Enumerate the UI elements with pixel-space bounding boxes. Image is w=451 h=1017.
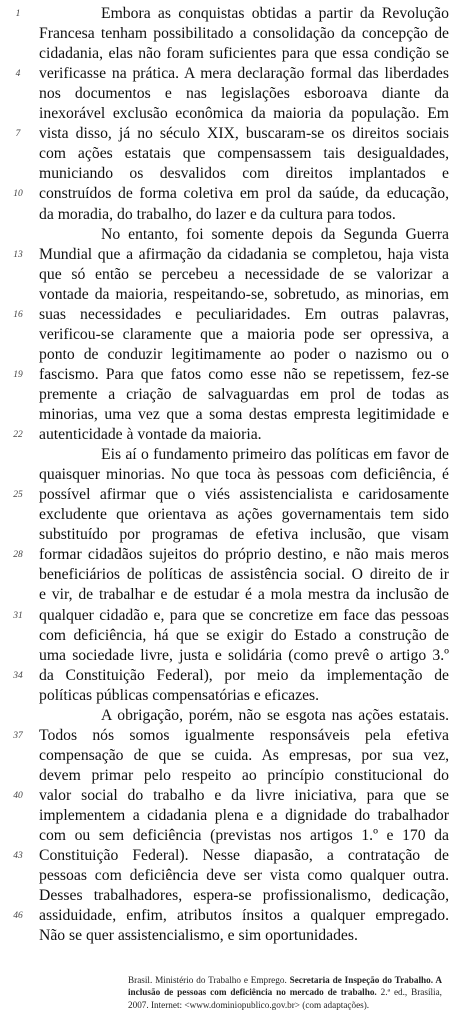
line-number: 22 (13, 430, 23, 441)
line-number: 46 (13, 911, 23, 922)
text-line (0, 465, 451, 487)
text-line (0, 726, 451, 748)
text-line (0, 926, 451, 948)
line-text: com ações estatais que compensassem tais desigualdades, (39, 145, 449, 163)
line-text: verificou-se claramente que a maioria pode ser opressiva, a (39, 325, 449, 343)
text-line (0, 285, 451, 307)
text-line (0, 746, 451, 768)
line-number: 43 (13, 851, 23, 862)
line-text: com ou sem deficiência (previstas nos artigos 1.º e 170 da (39, 827, 449, 845)
line-text: políticas públicas compensatórias e eficazes. (39, 686, 320, 704)
line-text: que só então se percebeu a necessidade de se valorizar a (39, 265, 449, 283)
text-line (0, 104, 451, 126)
line-text: da Constituição Federal), por meio da implementação de (39, 666, 449, 684)
line-text: suas necessidades e peculiaridades. Em outras palavras, (39, 305, 449, 323)
text-line (0, 445, 451, 467)
line-text: possível afirmar que o viés assistencialista e caridosamente (39, 486, 449, 504)
text-line (0, 305, 451, 327)
text-line (0, 245, 451, 267)
line-text: Desses trabalhadores, espera-se profissionalismo, dedicação, (39, 887, 449, 905)
line-number: 34 (13, 670, 23, 681)
text-line (0, 144, 451, 166)
line-number: 4 (15, 69, 21, 80)
line-text: Francesa tenham possibilitado a consolidação da concepção de (39, 25, 449, 43)
text-line (0, 205, 451, 227)
source-citation (128, 974, 442, 1011)
line-text: formar cidadãos sujeitos do próprio destino, e não mais meros (39, 546, 449, 564)
line-number: 31 (13, 610, 23, 621)
line-text: cidadania, elas não foram suficientes para que essa condição se (39, 45, 449, 63)
text-line (0, 365, 451, 387)
text-line (0, 886, 451, 908)
text-line (0, 666, 451, 688)
line-text: da moradia, do trabalho, do lazer e da cultura para todos. (39, 205, 396, 223)
line-text: beneficiários de políticas de assistência social. O direito de ir (39, 566, 449, 584)
text-line (0, 565, 451, 587)
text-line (0, 806, 451, 828)
text-line (0, 626, 451, 648)
line-text: No entanto, foi somente depois da Segunda Guerra (101, 225, 449, 243)
text-line (0, 44, 451, 66)
text-line (0, 545, 451, 567)
text-line (0, 24, 451, 46)
text-line (0, 906, 451, 928)
source-title: Secretaria de Inspeção do Trabalho. A inclusão de pessoas com deficiência no mercado de trabalho. (128, 975, 442, 998)
line-text: quaisquer minorias. No que toca às pessoas com deficiência, é (39, 466, 449, 484)
line-number: 16 (13, 309, 23, 320)
line-text: substituído por programas de efetiva inclusão, que visam (39, 526, 449, 544)
line-number: 1 (15, 9, 21, 19)
text-line (0, 606, 451, 628)
line-text: construídos de forma coletiva em prol da saúde, da educação, (39, 185, 449, 203)
line-text: pessoas com deficiência deve ser vista como qualquer outra. (39, 867, 449, 885)
text-line (0, 646, 451, 668)
line-number: 13 (13, 249, 23, 260)
line-text: minorias, uma vez que a soma destas empresta legitimidade e (39, 406, 449, 423)
line-text: inexorável exclusão econômica da maioria da população. Em (39, 105, 449, 123)
text-line (0, 706, 451, 728)
line-text: fascismo. Para que fatos como esse não se repetissem, fez-se (39, 365, 449, 383)
line-text: assiduidade, enfim, atributos ínsitos a qualquer empregado. (39, 907, 449, 925)
line-text: uma sociedade livre, justa e solidária (como prevê o artigo 3.º (39, 646, 449, 664)
text-line (0, 164, 451, 186)
text-line (0, 84, 451, 106)
line-number: 19 (13, 369, 23, 380)
line-text: implementem a cidadania plena e a dignidade do trabalhador (39, 807, 449, 824)
line-text: valor social do trabalho e da livre iniciativa, para que se (39, 786, 449, 804)
text-line (0, 325, 451, 347)
line-text: vista disso, já no século XIX, buscaram-se os direitos sociais (39, 125, 449, 143)
text-line (0, 385, 451, 407)
source-details: 2.ª ed., Brasília, 2007. Internet: <www.dominiopublico.gov.br> (com adaptações). (128, 987, 442, 1010)
line-text: Embora as conquistas obtidas a partir da Revolução (101, 5, 449, 22)
line-text: Todos nós somos igualmente responsáveis pela efetiva (39, 726, 449, 744)
text-line (0, 766, 451, 788)
line-text: vontade da maioria, respeitando-se, sobretudo, as minorias, em (39, 285, 449, 303)
line-text: nos documentos e nas legislações esboroava diante da (39, 85, 449, 103)
line-text: autenticidade à vontade da maioria. (39, 426, 262, 444)
line-text: Eis aí o fundamento primeiro das políticas em favor de (101, 446, 449, 464)
text-line (0, 345, 451, 367)
text-line (0, 265, 451, 287)
text-line (0, 505, 451, 527)
text-line (0, 686, 451, 708)
line-number: 10 (13, 189, 23, 200)
text-line (0, 225, 451, 247)
line-text: Mundial que a afirmação da cidadania se completou, haja vista (39, 245, 449, 263)
text-line (0, 124, 451, 146)
text-line (0, 425, 451, 447)
line-text: verificasse na prática. A mera declaração formal das liberdades (39, 65, 449, 83)
text-line (0, 525, 451, 547)
line-text: e vir, de trabalhar e de estudar é a mola mestra da inclusão de (39, 586, 449, 604)
text-line (0, 405, 451, 427)
line-number: 7 (15, 129, 21, 140)
line-text: compensação de que se cuida. As empresas, por sua vez, (39, 746, 449, 764)
line-text: ponto de conduzir legitimamente ao poder o nazismo ou o (39, 345, 449, 363)
line-text: excludente que orientava as ações governamentais tem sido (39, 506, 449, 524)
line-text: Constituição Federal). Nesse diapasão, a contratação de (39, 847, 449, 865)
line-number: 25 (13, 490, 23, 501)
text-line (0, 585, 451, 607)
source-authors: Brasil. Ministério do Trabalho e Emprego. (128, 975, 290, 985)
line-number: 28 (13, 550, 23, 561)
text-line (0, 866, 451, 888)
line-text: devem primar pelo respeito ao princípio constitucional do (39, 766, 449, 784)
line-text: municiando os desvalidos com direitos implantados e (39, 165, 449, 183)
text-line (0, 4, 451, 26)
text-line (0, 846, 451, 868)
text-line (0, 485, 451, 507)
line-number: 37 (13, 730, 23, 741)
text-line (0, 64, 451, 86)
text-line (0, 786, 451, 808)
text-line (0, 826, 451, 848)
text-line (0, 184, 451, 206)
line-text: A obrigação, porém, não se esgota nas ações estatais. (101, 706, 449, 724)
line-text: qualquer cidadão e, para que se concretize em face das pessoas (39, 606, 449, 624)
line-text: com deficiência, há que se exigir do Estado a construção de (39, 626, 449, 644)
line-number: 40 (13, 790, 23, 801)
line-text: Não se quer assistencialismo, e sim oportunidades. (39, 927, 358, 945)
line-text: premente a criação de salvaguardas em prol de todas as (39, 385, 449, 403)
